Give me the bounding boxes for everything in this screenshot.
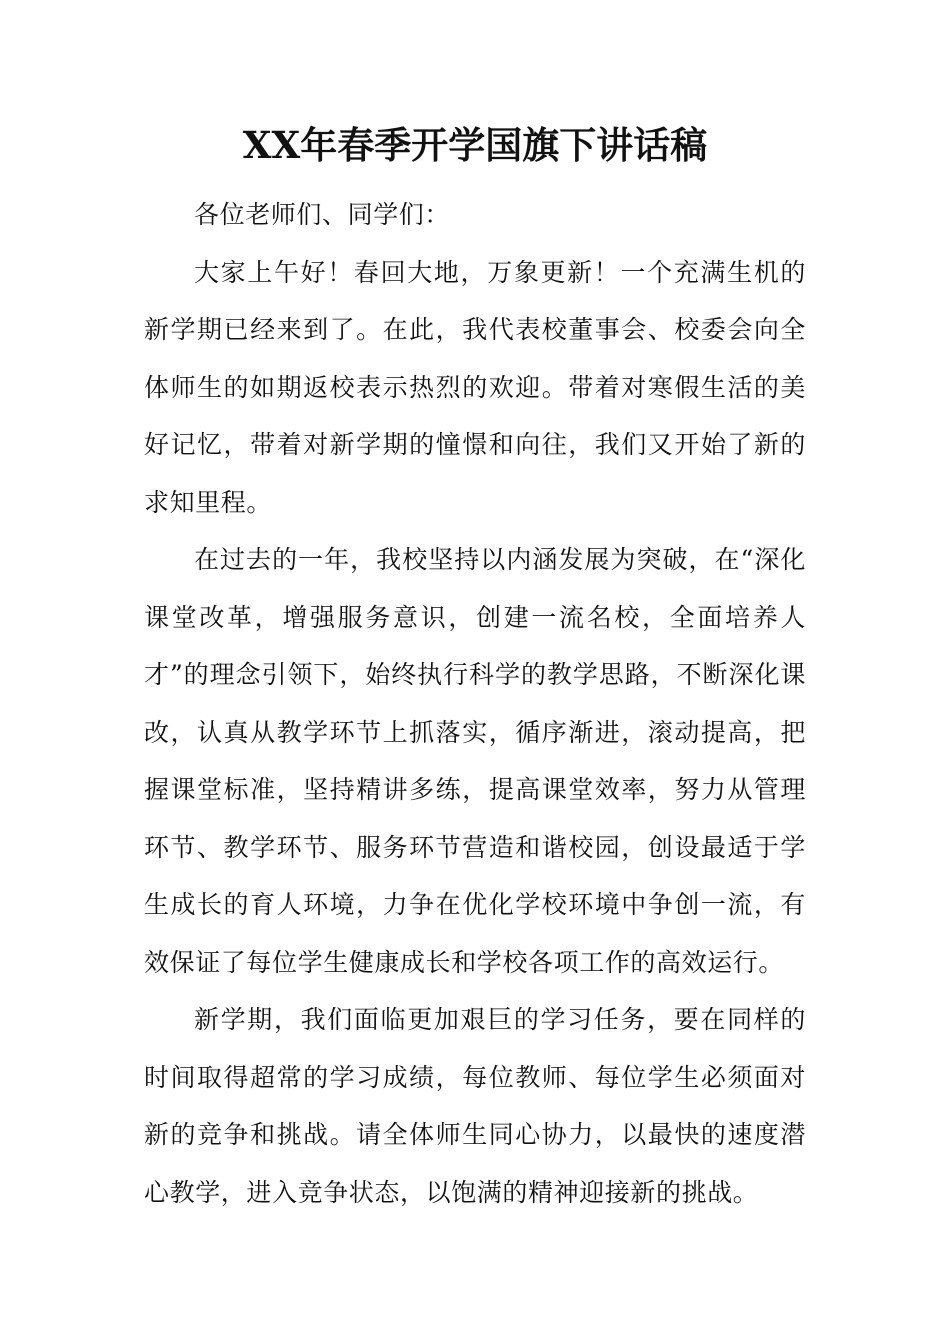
body-paragraph: 新学期，我们面临更加艰巨的学习任务，要在同样的时间取得超常的学习成绩，每位教师、每位学生必须面对新的竞争和挑战。请全体师生同心协力，以最快的速度潜心教学，进入竞争状态，以饱满的精神迎接新的挑战。 xyxy=(144,1005,806,1207)
document-title: XX年春季开学国旗下讲话稿 xyxy=(242,123,708,167)
body-paragraph: 大家上午好！春回大地，万象更新！一个充满生机的新学期已经来到了。在此，我代表校董事会、校委会向全体师生的如期返校表示热烈的欢迎。带着对寒假生活的美好记忆，带着对新学期的憧憬和向往，我们又开始了新的求知里程。 xyxy=(144,257,806,517)
salutation-paragraph: 各位老师们、同学们： xyxy=(194,200,451,229)
document-body xyxy=(144,186,806,1221)
body-paragraph: 在过去的一年，我校坚持以内涵发展为突破，在“深化课堂改革，增强服务意识，创建一流名校，全面培养人才”的理念引领下，始终执行科学的教学思路，不断深化课改，认真从教学环节上抓落实，循序渐进，滚动提高，把握课堂标准，坚持精讲多练，提高课堂效率，努力从管理环节、教学环节、服务环节营造和谐校园，创设最适于学生成长的育人环境，力争在优化学校环境中争创一流，有效保证了每位学生健康成长和学校各项工作的高效运行。 xyxy=(144,545,806,977)
